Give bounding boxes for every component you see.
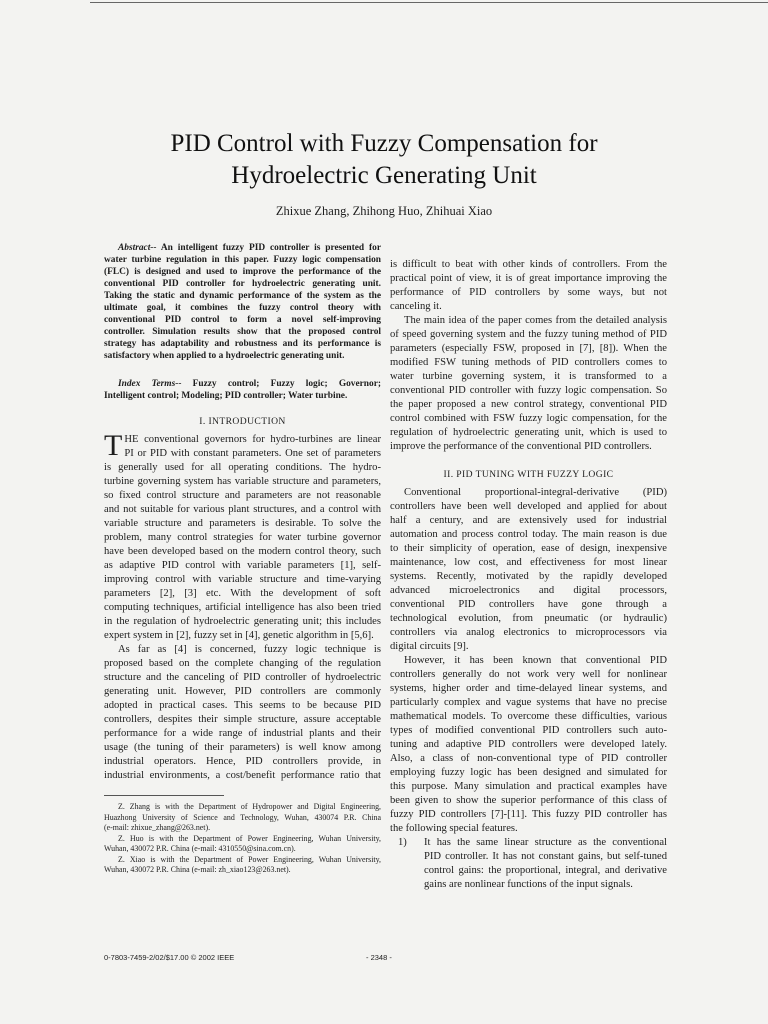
body-line: The main idea of the paper comes from the detailed analysis <box>404 315 667 326</box>
body-line: water turbine governing system, it is transformed to a <box>390 371 667 382</box>
body-line: canceling it. <box>390 301 442 312</box>
body-line: technological evolution, from pneumatic (or hydraulic) <box>390 613 667 624</box>
body-line: to their simplicity of operation, ease of design, inexpensive <box>390 543 667 554</box>
body-line: However, it has been known that conventional PID <box>404 655 667 666</box>
body-line: modified FSW tuning methods of PID controllers comes to <box>390 357 667 368</box>
intro-line: as adaptive PID control with variable parameters [1], self- <box>104 560 381 571</box>
list-number: 1) <box>398 837 407 848</box>
paper-title <box>0 128 768 192</box>
intro-line: in the regulation of hydroelectric generating unit; this includes <box>104 616 381 627</box>
top-rule <box>90 2 768 3</box>
drop-cap: T <box>104 429 123 462</box>
intro-line: As far as [4] is concerned, fuzzy logic technique is <box>118 644 381 655</box>
footnote-line: Wuhan, 430072 P.R. China (e-mail: zh_xiao123@263.net). <box>104 865 291 874</box>
feature-list-item-1 <box>390 836 667 892</box>
section-heading-pid-tuning: II. PID TUNING WITH FUZZY LOGIC <box>443 469 614 480</box>
body-line: half a century, and are extensively used for industrial <box>390 515 667 526</box>
right-column <box>390 258 667 892</box>
intro-line: so fixed control structure and parameters are not reasonable <box>104 490 381 501</box>
list-line: It has the same linear structure as the conventional <box>424 837 667 848</box>
body-line: employing fuzzy logic has been designed and simulated for <box>390 767 667 778</box>
intro-line: controllers, despites their simple structure, assure acceptable <box>104 714 381 725</box>
intro-line: structure and the canceling of PID controller of hydroelectric <box>104 672 381 683</box>
footnote-line: Z. Xiao is with the Department of Power Engineering, Wuhan University, <box>118 854 381 864</box>
body-line: conventional PID controllers have gone through a <box>390 599 667 610</box>
body-line: tuning and adaptive PID controllers were developed lately. <box>390 739 667 750</box>
intro-line: performance for a wide range of industrial plants and their <box>104 728 381 739</box>
body-line: types of modified conventional PID controllers such auto- <box>390 725 667 736</box>
body-line: systems, higher order and time-delayed linear systems, and <box>390 683 667 694</box>
body-line: this purpose. Many simulation and practical examples have <box>390 781 667 792</box>
body-line: is difficult to beat with other kinds of controllers. From the <box>390 259 667 270</box>
index-terms <box>104 378 381 402</box>
right-paragraph-1 <box>390 258 667 314</box>
intro-line: expert system in [2], fuzzy set in [4], genetic algorithm in [5,6]. <box>104 630 374 641</box>
body-line: of speed governing system and the fuzzy tuning method of PID <box>390 329 667 340</box>
intro-line: is generally used for all operating conditions. The hydro- <box>104 462 381 473</box>
intro-line: turbine governing system has variable structure and parameters, <box>104 476 381 487</box>
intro-line: have been developed based on the modern control theory, such <box>104 546 381 557</box>
abstract-line: Taking the static and dynamic performance of the system as the <box>104 291 381 301</box>
footnote-line: (e-mail: zhixue_zhang@263.net). <box>104 823 211 832</box>
body-line: improve the performance of the conventional PID controllers. <box>390 441 652 452</box>
intro-line: proposed based on the complete changing of the regulation <box>104 658 381 669</box>
body-line: Also, a class of non-conventional type of PID controller <box>390 753 667 764</box>
intro-line: generating unit. However, PID controllers are commonly <box>104 686 381 697</box>
body-line: Conventional proportional-integral-derivative (PID) <box>404 487 667 498</box>
footnote-line: Huazhong University of Science and Technology, Wuhan, 430074 P.R. China <box>104 812 381 822</box>
abstract-line: satisfactory when applied to a hydroelectric generating unit. <box>104 351 345 361</box>
intro-line: industrial operators. Hence, PID controllers provide, in <box>104 756 381 767</box>
list-line: PID controller. It has not constant gains, but self-tuned <box>424 851 667 862</box>
title-line-2: Hydroelectric Generating Unit <box>231 162 537 189</box>
introduction-paragraph-2 <box>104 643 381 783</box>
abstract <box>104 240 381 362</box>
copyright-line: 0-7803-7459-2/02/$17.00 © 2002 IEEE <box>104 953 235 962</box>
footnote-rule <box>104 795 224 796</box>
intro-line: PI or PID with constant parameters. One set of parameters <box>124 448 381 459</box>
body-line: digital circuits [9]. <box>390 641 469 652</box>
list-line: gains are nonlinear functions of the input signals. <box>424 879 633 890</box>
body-line: automation and process control today. The main reason is due <box>390 529 667 540</box>
body-line: conventional PID controller with fuzzy logic compensation. So <box>390 385 667 396</box>
abstract-line: water turbine regulation in this paper. Fuzzy logic compensation <box>104 255 381 265</box>
body-line: advanced microelectronics and digital processors, <box>390 585 667 596</box>
intro-line: variable structure and parameters is desirable. To solve the <box>104 518 381 529</box>
footnote-line: Z. Huo is with the Department of Power Engineering, Wuhan University, <box>118 833 381 843</box>
intro-line: computing techniques, artificial intelligence has also been tried <box>104 602 381 613</box>
body-line: maintenance, low cost, and effectiveness for most linear <box>390 557 667 568</box>
title-line-1: PID Control with Fuzzy Compensation for <box>170 130 598 157</box>
body-line: controllers have been well developed and applied for about <box>390 501 667 512</box>
body-line: fuzzy PID controllers [7]-[11]. This fuzzy PID controller has <box>390 809 667 820</box>
intro-line: adopted in practical cases. This seems to be because PID <box>104 700 381 711</box>
abstract-line: ultimate goal, it combines the fuzzy control theory with <box>104 303 381 313</box>
authors: Zhixue Zhang, Zhihong Huo, Zhihuai Xiao <box>275 204 493 218</box>
introduction-paragraph-1 <box>104 429 381 643</box>
index-terms-line: Index Terms-- Fuzzy control; Fuzzy logic; Governor; <box>118 379 381 389</box>
body-line: mathematical models. To overcome these difficulties, various <box>390 711 667 722</box>
abstract-line: conventional PID controller for hydroelectric generating unit. <box>104 279 381 289</box>
intro-line: HE conventional governors for hydro-turbines are linear <box>124 434 381 445</box>
abstract-line: strategy has adaptability and robustness and its performance is <box>104 339 381 349</box>
right-paragraph-4 <box>390 654 667 836</box>
intro-line: and not suitable for various plant structures, and a control with <box>104 504 381 515</box>
footnotes <box>104 795 381 876</box>
abstract-line: conventional PID control to form a novel self-improving <box>104 315 381 325</box>
body-line: been given to show the superior performance of this class of <box>390 795 667 806</box>
body-line: regulation of hydroelectric generating unit, which is used to <box>390 427 667 438</box>
intro-line: improving control with variable structure and time-varying <box>104 574 381 585</box>
body-line: performance of PID controllers by some ways, but not <box>390 287 667 298</box>
body-line: controllers via analog electronics to microprocessors via <box>390 627 667 638</box>
body-line: particularly complex and vague systems that have no precise <box>390 697 667 708</box>
footnote-line: Wuhan, 430072 P.R. China (e-mail: 4310550@sina.com.cn). <box>104 844 296 853</box>
abstract-line: controller. Simulation results show that the proposed control <box>104 327 381 337</box>
section-heading-introduction: I. INTRODUCTION <box>199 416 286 427</box>
right-paragraph-2 <box>390 314 667 454</box>
body-line: the following special features. <box>390 823 518 834</box>
intro-line: usage (the tuning of their parameters) is well know among <box>104 742 381 753</box>
body-line: controllers generally do not work very well for nonlinear <box>390 669 667 680</box>
intro-line: problem, many control strategies for water turbine governor <box>104 532 381 543</box>
abstract-line: Abstract-- An intelligent fuzzy PID controller is presented for <box>118 243 381 253</box>
list-line: control gains: the proportional, integral, and derivative <box>424 865 667 876</box>
body-line: systems. Recently, motivated by the rapidly developed <box>390 571 667 582</box>
body-line: parameters (especially FSW, proposed in [7], [8]). When the <box>390 343 667 354</box>
body-line: practical point of view, it is of great importance improving the <box>390 273 667 284</box>
index-terms-line: Intelligent control; Modeling; PID controller; Water turbine. <box>104 391 348 401</box>
left-column <box>104 240 381 876</box>
body-line: control combined with FSW fuzzy logic compensation, for the <box>390 413 667 424</box>
page-number: - 2348 - <box>366 953 392 962</box>
intro-line: parameters [2], [3] etc. With the development of soft <box>104 588 381 599</box>
intro-line: industrial environments, a cost/benefit performance ratio that <box>104 770 381 781</box>
footnote-line: Z. Zhang is with the Department of Hydropower and Digital Engineering, <box>118 802 381 811</box>
body-line: the paper proposed a new control strategy, conventional PID <box>390 399 667 410</box>
right-paragraph-3 <box>390 486 667 654</box>
abstract-line: (FLC) is designed and used to improve the performance of the <box>104 267 381 277</box>
